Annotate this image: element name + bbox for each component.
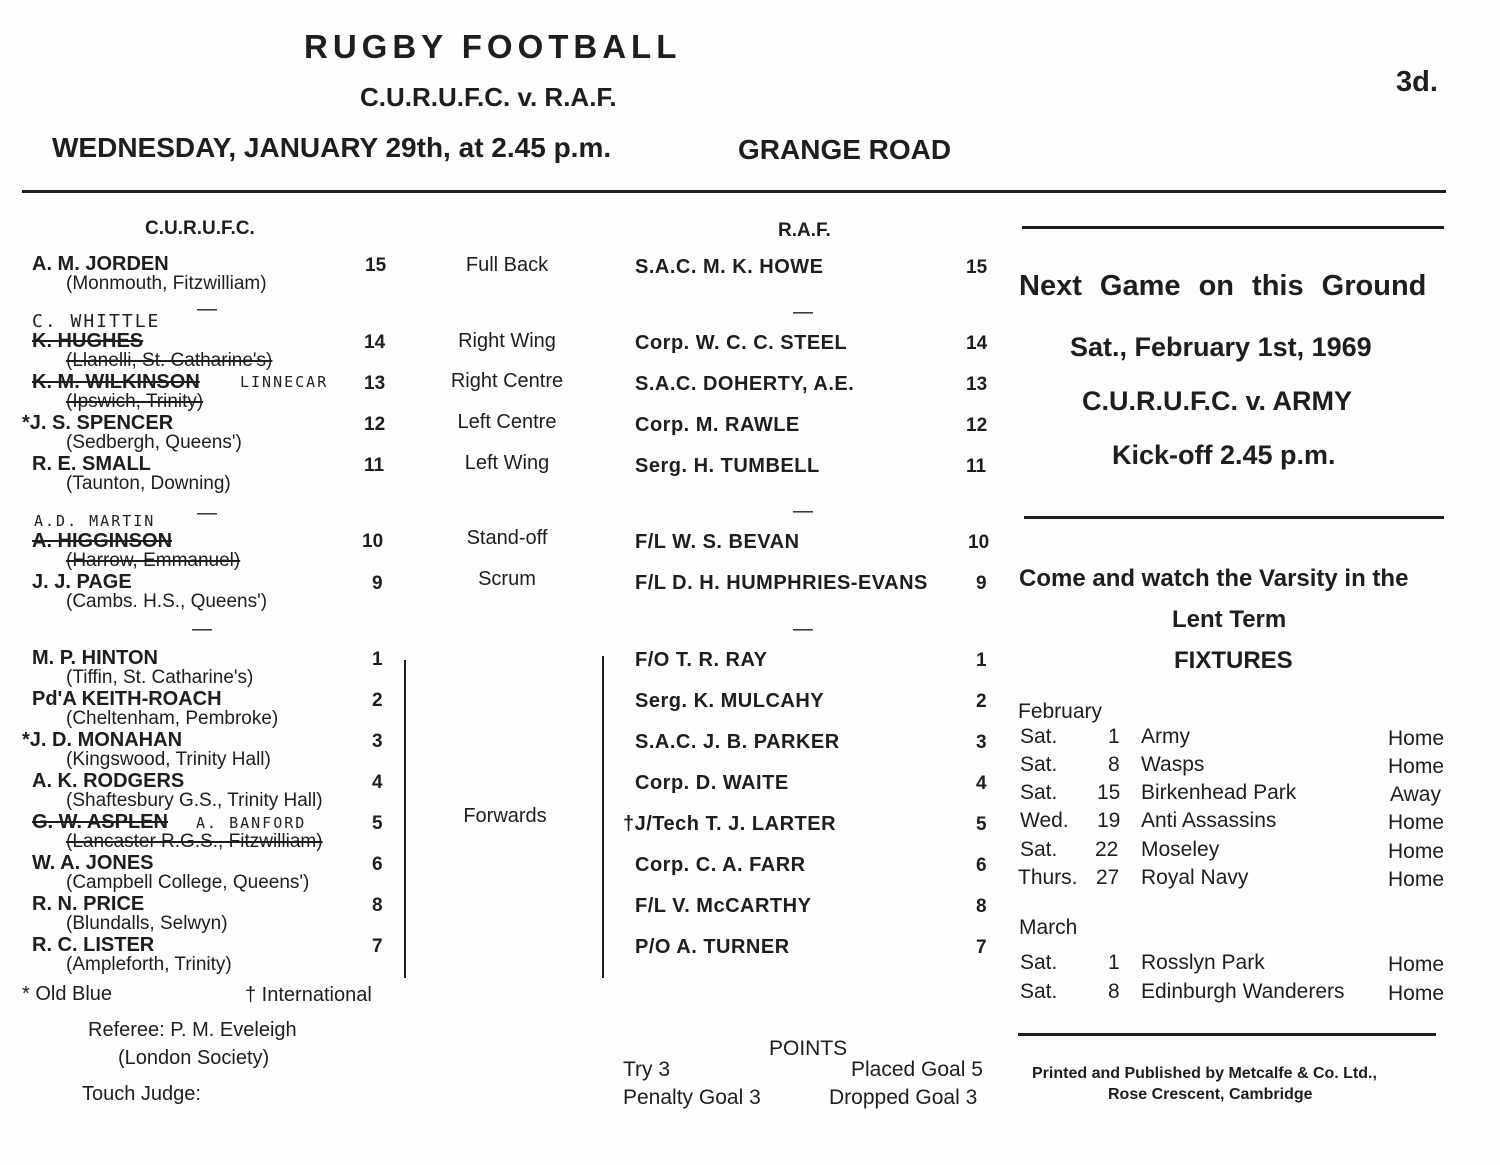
fixture-opponent: Anti Assassins — [1141, 809, 1277, 832]
cu-player-name: A. M. JORDEN — [32, 253, 169, 275]
raf-player-number: 1 — [976, 650, 987, 671]
fixture-venue: Home — [1388, 982, 1445, 1005]
cu-player-detail: (Taunton, Downing) — [66, 473, 231, 494]
cu-player-name: K. HUGHES — [32, 330, 144, 352]
lent-line-1: Come and watch the Varsity in the — [1019, 565, 1409, 592]
cu-player-number: 14 — [364, 332, 386, 353]
raf-heading: R.A.F. — [778, 220, 831, 241]
cu-player-number: 4 — [372, 772, 383, 793]
dash-divider: — — [793, 301, 813, 323]
fixture-date: 22 — [1095, 838, 1119, 861]
fixture-venue: Away — [1390, 783, 1441, 806]
position-stand-off: Stand-off — [466, 527, 548, 549]
points-penalty-goal: Penalty Goal 3 — [623, 1086, 761, 1109]
cu-player-detail: (Campbell College, Queens') — [66, 872, 310, 893]
header-rule — [22, 190, 1446, 193]
raf-player-number: 6 — [976, 855, 987, 876]
raf-player-name: Serg. K. MULCAHY — [635, 690, 825, 712]
international-legend: † International — [245, 984, 372, 1006]
cu-player-number: 15 — [365, 255, 387, 276]
fixture-day: Sat. — [1020, 725, 1058, 748]
cu-player-number: 10 — [362, 531, 384, 552]
cu-player-detail: (Sedbergh, Queens') — [66, 432, 242, 453]
cu-player-detail: (Monmouth, Fitzwilliam) — [66, 273, 267, 294]
match-title: C.U.R.U.F.C. v. R.A.F. — [360, 82, 617, 112]
raf-player-name: F/O T. R. RAY — [635, 649, 768, 671]
raf-player-number: 14 — [966, 333, 988, 354]
old-blue-legend: * Old Blue — [22, 983, 113, 1005]
cu-player-name: R. E. SMALL — [32, 453, 151, 475]
cu-player-number: 12 — [364, 414, 386, 435]
raf-player-name: P/O A. TURNER — [635, 936, 790, 958]
handwritten-note: A. BANFORD — [196, 814, 307, 832]
cu-player-name: K. M. WILKINSON — [32, 371, 200, 393]
next-game-rule-bottom — [1024, 516, 1444, 519]
cu-player-number: 9 — [372, 573, 383, 594]
position-forwards: Forwards — [463, 805, 547, 827]
lent-line-2: Lent Term — [1172, 606, 1287, 633]
fixture-opponent: Wasps — [1141, 753, 1205, 776]
raf-player-name: F/L W. S. BEVAN — [635, 531, 800, 553]
fixture-date: 1 — [1108, 725, 1120, 748]
position-right-wing: Right Wing — [458, 330, 556, 352]
handwritten-note: A.D. MARTIN — [34, 512, 156, 530]
raf-player-name: Corp. C. A. FARR — [635, 854, 806, 876]
position-full-back: Full Back — [465, 254, 549, 276]
raf-player-number: 13 — [966, 374, 988, 395]
cu-player-number: 2 — [372, 690, 383, 711]
raf-player-name: †J/Tech T. J. LARTER — [623, 813, 837, 835]
cu-player-detail: (Cambs. H.S., Queens') — [66, 591, 268, 612]
cu-player-number: 13 — [364, 373, 386, 394]
fixture-date: 27 — [1096, 866, 1120, 889]
cu-player-detail: (Cheltenham, Pembroke) — [66, 708, 279, 729]
cu-player-name: J. J. PAGE — [32, 571, 132, 593]
fixtures-heading: FIXTURES — [1174, 647, 1293, 674]
fixture-day: Sat. — [1020, 781, 1058, 804]
cu-player-name: *J. S. SPENCER — [22, 412, 174, 434]
position-left-centre: Left Centre — [457, 411, 557, 433]
points-try: Try 3 — [623, 1058, 671, 1081]
fixture-venue: Home — [1388, 840, 1445, 863]
fixture-opponent: Royal Navy — [1141, 866, 1249, 889]
raf-player-name: Corp. D. WAITE — [635, 772, 789, 794]
fixture-venue: Home — [1388, 755, 1445, 778]
cu-player-name: W. A. JONES — [32, 852, 154, 874]
raf-player-name: Corp. W. C. C. STEEL — [635, 332, 848, 354]
raf-player-number: 2 — [976, 691, 987, 712]
fixture-venue: Home — [1388, 868, 1445, 891]
printer-line-2: Rose Crescent, Cambridge — [1108, 1086, 1313, 1103]
fixture-opponent: Army — [1141, 725, 1190, 748]
cu-player-number: 1 — [372, 649, 383, 670]
position-right-centre: Right Centre — [450, 370, 564, 392]
fixture-opponent: Rosslyn Park — [1141, 951, 1265, 974]
match-venue: GRANGE ROAD — [738, 134, 952, 165]
cu-player-detail: (Kingswood, Trinity Hall) — [66, 749, 271, 770]
dash-divider: — — [793, 500, 813, 522]
fixture-day: Sat. — [1020, 980, 1058, 1003]
raf-player-name: Corp. M. RAWLE — [635, 414, 800, 436]
next-game-heading: Next Game on this Ground — [1019, 270, 1427, 302]
referee: Referee: P. M. Eveleigh — [88, 1019, 297, 1041]
cu-player-detail: (Ampleforth, Trinity) — [66, 954, 232, 975]
fixture-date: 19 — [1097, 809, 1121, 832]
touch-judge: Touch Judge: — [82, 1083, 201, 1105]
raf-player-number: 8 — [976, 896, 987, 917]
price: 3d. — [1396, 66, 1438, 98]
page-title: RUGBY FOOTBALL — [304, 28, 682, 65]
cu-player-name: G. W. ASPLEN — [32, 811, 168, 833]
fixture-date: 8 — [1108, 753, 1120, 776]
raf-player-name: S.A.C. M. K. HOWE — [635, 256, 824, 278]
raf-player-name: S.A.C. DOHERTY, A.E. — [635, 373, 855, 395]
handwritten-note: LINNECAR — [240, 373, 329, 391]
fixture-day: Wed. — [1020, 809, 1069, 832]
dash-divider: — — [197, 298, 217, 320]
cu-heading: C.U.R.U.F.C. — [145, 218, 255, 239]
raf-player-number: 3 — [976, 732, 987, 753]
handwritten-note: C. WHITTLE — [32, 311, 161, 332]
cu-player-name: *J. D. MONAHAN — [22, 729, 183, 751]
position-left-wing: Left Wing — [464, 452, 550, 474]
fixture-opponent: Edinburgh Wanderers — [1141, 980, 1345, 1003]
referee-society: (London Society) — [118, 1047, 270, 1069]
raf-player-number: 5 — [976, 814, 987, 835]
position-scrum: Scrum — [478, 568, 536, 590]
raf-player-name: Serg. H. TUMBELL — [635, 455, 820, 477]
fixture-day: Sat. — [1020, 753, 1058, 776]
cu-player-detail: (Harrow, Emmanuel) — [66, 550, 241, 571]
fixture-opponent: Birkenhead Park — [1141, 781, 1297, 804]
cu-player-name: A. HIGGINSON — [32, 530, 173, 552]
cu-player-number: 3 — [372, 731, 383, 752]
dash-divider: — — [192, 618, 212, 640]
cu-player-number: 8 — [372, 895, 383, 916]
cu-player-number: 5 — [372, 813, 383, 834]
fixture-day: Thurs. — [1018, 866, 1078, 889]
cu-player-detail: (Shaftesbury G.S., Trinity Hall) — [66, 790, 323, 811]
cu-player-detail: (Lancaster R.G.S., Fitzwilliam) — [66, 831, 323, 852]
printer-line-1: Printed and Published by Metcalfe & Co. Ltd., — [1032, 1065, 1377, 1082]
forwards-bracket-left — [404, 660, 406, 978]
next-game-date: Sat., February 1st, 1969 — [1070, 332, 1372, 362]
next-game-rule-top — [1022, 226, 1444, 229]
fixture-venue: Home — [1388, 811, 1445, 834]
cu-player-number: 6 — [372, 854, 383, 875]
raf-player-number: 9 — [976, 573, 987, 594]
forwards-bracket-right — [602, 656, 604, 978]
dash-divider: — — [197, 502, 217, 524]
fixture-date: 8 — [1108, 980, 1120, 1003]
raf-player-number: 12 — [966, 415, 988, 436]
cu-player-detail: (Blundalls, Selwyn) — [66, 913, 228, 934]
fixture-day: Sat. — [1020, 838, 1058, 861]
fixture-date: 15 — [1097, 781, 1121, 804]
raf-player-number: 7 — [976, 937, 987, 958]
next-game-kickoff: Kick-off 2.45 p.m. — [1112, 440, 1336, 470]
cu-player-number: 7 — [372, 936, 383, 957]
raf-player-name: F/L D. H. HUMPHRIES-EVANS — [635, 572, 928, 594]
cu-player-name: R. C. LISTER — [32, 934, 155, 956]
fixture-date: 1 — [1108, 951, 1120, 974]
cu-player-number: 11 — [364, 455, 385, 476]
cu-player-detail: (Ipswich, Trinity) — [66, 391, 204, 412]
fixture-opponent: Moseley — [1141, 838, 1220, 861]
raf-player-name: S.A.C. J. B. PARKER — [635, 731, 840, 753]
fixture-day: Sat. — [1020, 951, 1058, 974]
points-dropped-goal: Dropped Goal 3 — [829, 1086, 978, 1109]
fixture-venue: Home — [1388, 727, 1445, 750]
fixtures-month: March — [1019, 916, 1078, 939]
cu-player-name: Pd'A KEITH-ROACH — [32, 688, 222, 710]
points-placed-goal: Placed Goal 5 — [851, 1058, 983, 1081]
fixture-venue: Home — [1388, 953, 1445, 976]
match-datetime: WEDNESDAY, JANUARY 29th, at 2.45 p.m. — [52, 132, 612, 163]
raf-player-number: 4 — [976, 773, 987, 794]
cu-player-name: M. P. HINTON — [32, 647, 158, 669]
cu-player-detail: (Llanelli, St. Catharine's) — [66, 350, 273, 371]
fixtures-month: February — [1018, 700, 1103, 723]
cu-player-name: A. K. RODGERS — [32, 770, 185, 792]
dash-divider: — — [793, 618, 813, 640]
raf-player-name: F/L V. McCARTHY — [635, 895, 812, 917]
cu-player-name: R. N. PRICE — [32, 893, 145, 915]
cu-player-detail: (Tiffin, St. Catharine's) — [66, 667, 254, 688]
next-game-match: C.U.R.U.F.C. v. ARMY — [1082, 386, 1353, 416]
raf-player-number: 11 — [966, 456, 987, 477]
fixtures-rule-bottom — [1018, 1033, 1436, 1036]
points-heading: POINTS — [769, 1037, 848, 1060]
raf-player-number: 10 — [968, 532, 990, 553]
raf-player-number: 15 — [966, 257, 988, 278]
